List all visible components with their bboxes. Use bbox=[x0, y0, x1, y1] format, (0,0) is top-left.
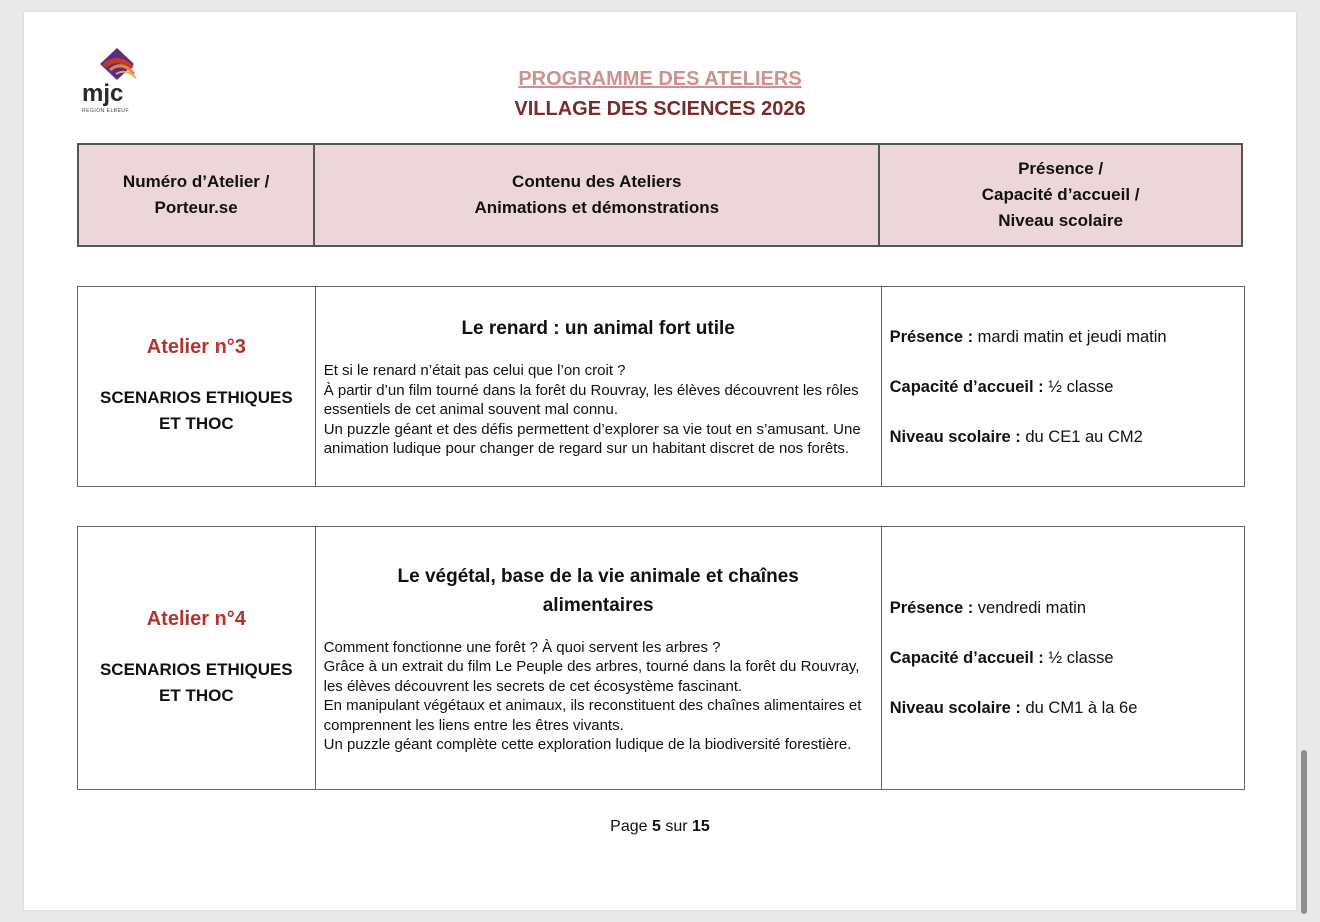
capacite-value: ½ classe bbox=[1048, 649, 1114, 667]
header-col-atelier bbox=[78, 144, 314, 246]
logo-name: mjc bbox=[82, 80, 124, 107]
header-col3-line1: Présence / bbox=[1018, 159, 1104, 178]
description-line: Un puzzle géant et des défis permettent d’explorer sa vie tout en s’amusant. Une animation ludique pour changer de regard sur un habitant discret de nos forêts. bbox=[323, 420, 861, 458]
logo-subtitle: REGION ELBEUF bbox=[82, 108, 130, 114]
page-current: 5 bbox=[651, 818, 661, 835]
workshop-porteur-line2: ET THOC bbox=[159, 414, 234, 433]
workshop-info-cell bbox=[881, 287, 1244, 487]
workshop-description bbox=[324, 361, 873, 459]
header-col2-line2: Animations et démonstrations bbox=[474, 198, 720, 217]
description-line: Comment fonctionne une forêt ? À quoi servent les arbres ? bbox=[323, 638, 721, 656]
page-title: PROGRAMME DES ATELIERS bbox=[518, 68, 802, 90]
page-middle: sur bbox=[665, 818, 688, 835]
description-line: En manipulant végétaux et animaux, ils reconstituent des chaînes alimentaires et comprennent les liens entre les êtres vivants. bbox=[323, 697, 862, 734]
workshop-row bbox=[77, 286, 1245, 487]
capacite-info bbox=[890, 377, 1236, 397]
document-page bbox=[24, 12, 1296, 910]
page-subtitle: VILLAGE DES SCIENCES 2026 bbox=[514, 98, 806, 120]
workshop-id-cell bbox=[78, 527, 316, 790]
workshop-title: Le végétal, base de la vie animale et chaînes alimentaires bbox=[397, 565, 799, 616]
workshop-content-cell bbox=[315, 287, 881, 487]
workshop-info-cell bbox=[881, 527, 1244, 790]
workshop-content-cell bbox=[315, 527, 881, 790]
header-col3-line2: Capacité d’accueil / bbox=[981, 185, 1140, 204]
workshop-description bbox=[324, 638, 873, 755]
workshop-number: Atelier n°4 bbox=[146, 607, 246, 630]
presence-value: mardi matin et jeudi matin bbox=[977, 327, 1167, 346]
workshop-porteur-line1: SCENARIOS ETHIQUES bbox=[99, 659, 293, 679]
presence-label: Présence : bbox=[889, 327, 974, 346]
header-col3-line3: Niveau scolaire bbox=[998, 211, 1123, 230]
niveau-info bbox=[890, 427, 1236, 447]
table-header bbox=[77, 143, 1243, 247]
description-line: À partir d’un film tourné dans la forêt du Rouvray, les élèves découvrent les rôles essentiels de cet animal souvent mal connu. bbox=[323, 381, 859, 419]
description-line: Et si le renard n’était pas celui que l’on croit ? bbox=[323, 362, 626, 380]
page-total: 15 bbox=[692, 818, 710, 835]
presence-info bbox=[890, 327, 1236, 347]
capacite-label: Capacité d’accueil : bbox=[889, 649, 1044, 667]
presence-label: Présence : bbox=[889, 599, 974, 617]
header-col1-line2: Porteur.se bbox=[154, 198, 238, 217]
header-col-contenu bbox=[314, 144, 879, 246]
header-col1-line1: Numéro d’Atelier / bbox=[122, 172, 270, 191]
description-line: Grâce à un extrait du film Le Peuple des arbres, tourné dans la forêt du Rouvray, les élèves découvrent les secrets de cet écosystème fascinant. bbox=[323, 658, 860, 695]
vertical-scrollbar[interactable] bbox=[1301, 750, 1307, 914]
description-line: Un puzzle géant complète cette exploration ludique de la biodiversité forestière. bbox=[323, 736, 852, 753]
page-number bbox=[24, 818, 1296, 836]
workshop-porteur-line1: SCENARIOS ETHIQUES bbox=[99, 388, 293, 407]
workshop-id-cell bbox=[78, 287, 316, 487]
presence-info bbox=[890, 598, 1236, 618]
page-prefix: Page bbox=[610, 818, 648, 835]
niveau-value: du CM1 à la 6e bbox=[1025, 699, 1138, 717]
niveau-label: Niveau scolaire : bbox=[889, 427, 1021, 446]
workshop-number: Atelier n°3 bbox=[146, 336, 246, 358]
capacite-value: ½ classe bbox=[1048, 377, 1114, 396]
presence-value: vendredi matin bbox=[977, 599, 1087, 617]
workshop-row bbox=[77, 526, 1245, 790]
workshop-title: Le renard : un animal fort utile bbox=[461, 318, 735, 340]
capacite-label: Capacité d’accueil : bbox=[889, 377, 1044, 396]
workshop-porteur-line2: ET THOC bbox=[159, 685, 234, 705]
niveau-label: Niveau scolaire : bbox=[889, 699, 1021, 717]
niveau-value: du CE1 au CM2 bbox=[1025, 427, 1143, 446]
header-col-presence bbox=[879, 144, 1242, 246]
capacite-info bbox=[890, 648, 1236, 668]
header-col2-line1: Contenu des Ateliers bbox=[512, 172, 682, 191]
niveau-info bbox=[890, 698, 1236, 718]
